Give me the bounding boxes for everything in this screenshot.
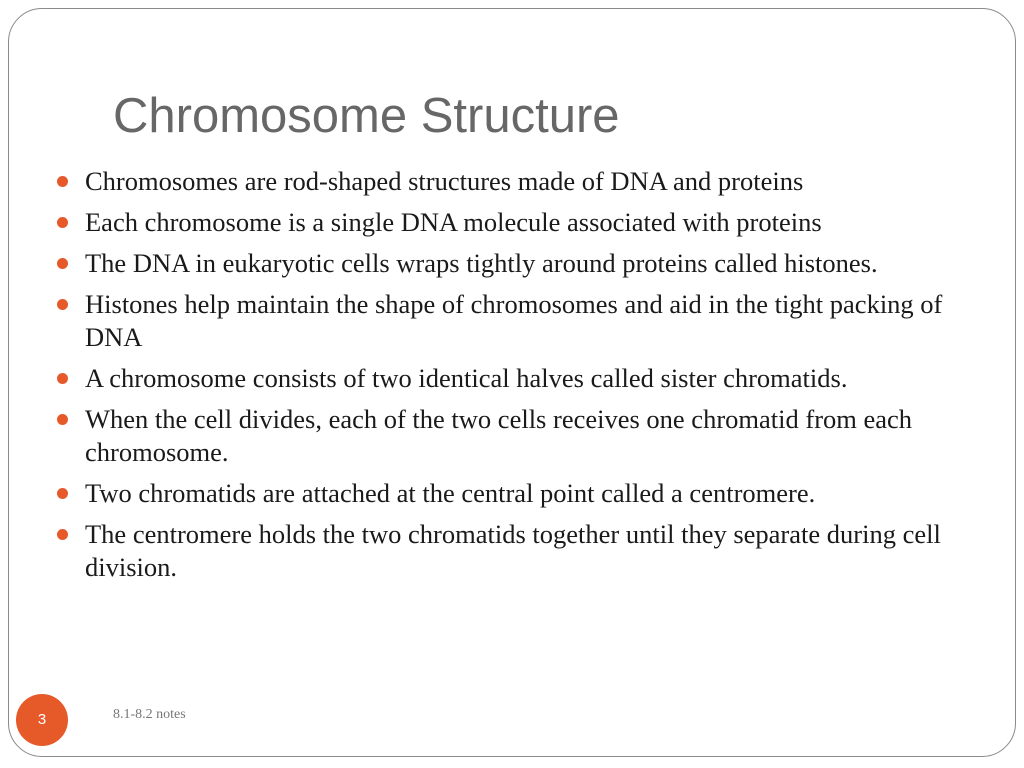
bullet-dot-icon: [57, 488, 68, 499]
bullet-item: [54, 403, 974, 469]
bullet-text: Chromosomes are rod-shaped structures made of DNA and proteins: [85, 166, 804, 196]
bullet-item: [54, 165, 974, 198]
page-number-badge: 3: [16, 694, 68, 746]
bullet-item: [54, 477, 974, 510]
slide-title: Chromosome Structure: [113, 89, 620, 143]
bullet-item: [54, 247, 974, 280]
bullet-dot-icon: [57, 176, 68, 187]
bullet-text: The centromere holds the two chromatids together until they separate during cell division.: [85, 519, 941, 582]
bullet-dot-icon: [57, 299, 68, 310]
bullet-item: [54, 362, 974, 395]
bullet-text: Histones help maintain the shape of chromosomes and aid in the tight packing of DNA: [85, 289, 943, 352]
bullet-text: A chromosome consists of two identical halves called sister chromatids.: [85, 363, 848, 393]
bullet-list: [54, 165, 974, 592]
bullet-item: [54, 288, 974, 354]
bullet-dot-icon: [57, 217, 68, 228]
bullet-dot-icon: [57, 529, 68, 540]
bullet-text: When the cell divides, each of the two cells receives one chromatid from each chromosome.: [85, 404, 913, 467]
bullet-item: [54, 206, 974, 239]
bullet-text: Each chromosome is a single DNA molecule associated with proteins: [85, 207, 822, 237]
bullet-dot-icon: [57, 373, 68, 384]
footer-text: 8.1-8.2 notes: [113, 707, 186, 722]
bullet-text: Two chromatids are attached at the central point called a centromere.: [85, 478, 816, 508]
bullet-dot-icon: [57, 414, 68, 425]
bullet-text: The DNA in eukaryotic cells wraps tightly around proteins called histones.: [85, 248, 878, 278]
bullet-dot-icon: [57, 258, 68, 269]
bullet-item: [54, 518, 974, 584]
